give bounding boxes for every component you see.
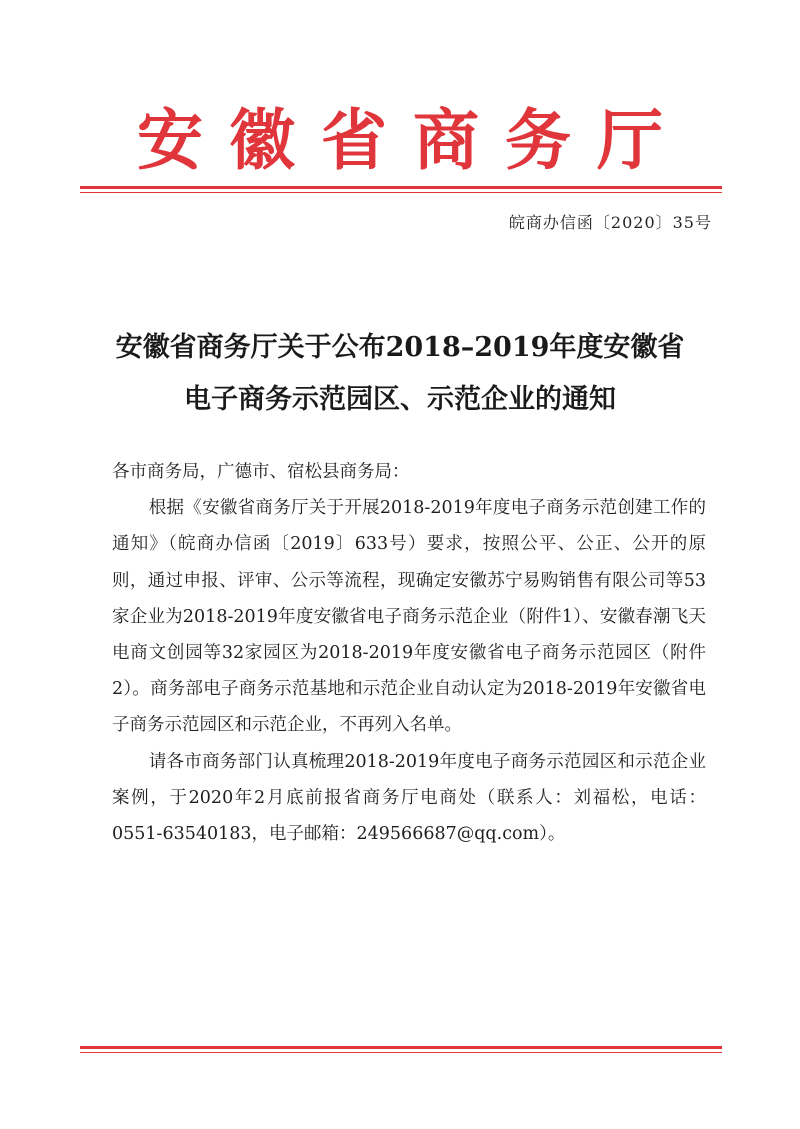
document-body	[112, 454, 706, 852]
document-title-line-1: 安徽省商务厅关于公布2018–2019年度安徽省	[115, 332, 685, 363]
document-title	[80, 322, 720, 426]
document-title-line-2: 电子商务示范园区、示范企业的通知	[184, 384, 616, 415]
salutation: 各市商务局，广德市、宿松县商务局：	[112, 462, 410, 482]
document-number: 皖商办信函〔2020〕35号	[508, 213, 712, 232]
body-paragraph-1: 根据《安徽省商务厅关于开展2018-2019年度电子商务示范创建工作的通知》（皖商办信函〔2019〕633号）要求，按照公平、公正、公开的原则，通过申报、评审、公示等流程，现确定安徽苏宁易购销售有限公司等53家企业为2018-2019年度安徽省电子商务示范企业（附件1）、安徽春潮飞天电商文创园等32家园区为2018-2019年度安徽省电子商务示范园区（附件2）。商务部电子商务示范基地和示范企业自动认定为2018-2019年安徽省电子商务示范园区和示范企业，不再列入名单。	[112, 498, 706, 736]
header-divider	[80, 186, 722, 193]
organization-header: 安徽省商务厅	[137, 101, 689, 179]
footer-divider-thin-line	[80, 1052, 722, 1053]
body-paragraph-2: 请各市商务部门认真梳理2018-2019年度电子商务示范园区和示范企业案例，于2020年2月底前报省商务厅电商处（联系人：刘福松，电话：0551-63540183，电子邮箱：249566687@qq.com）。	[112, 751, 706, 845]
header-divider-thin-line	[80, 192, 722, 193]
footer-divider	[80, 1046, 722, 1053]
